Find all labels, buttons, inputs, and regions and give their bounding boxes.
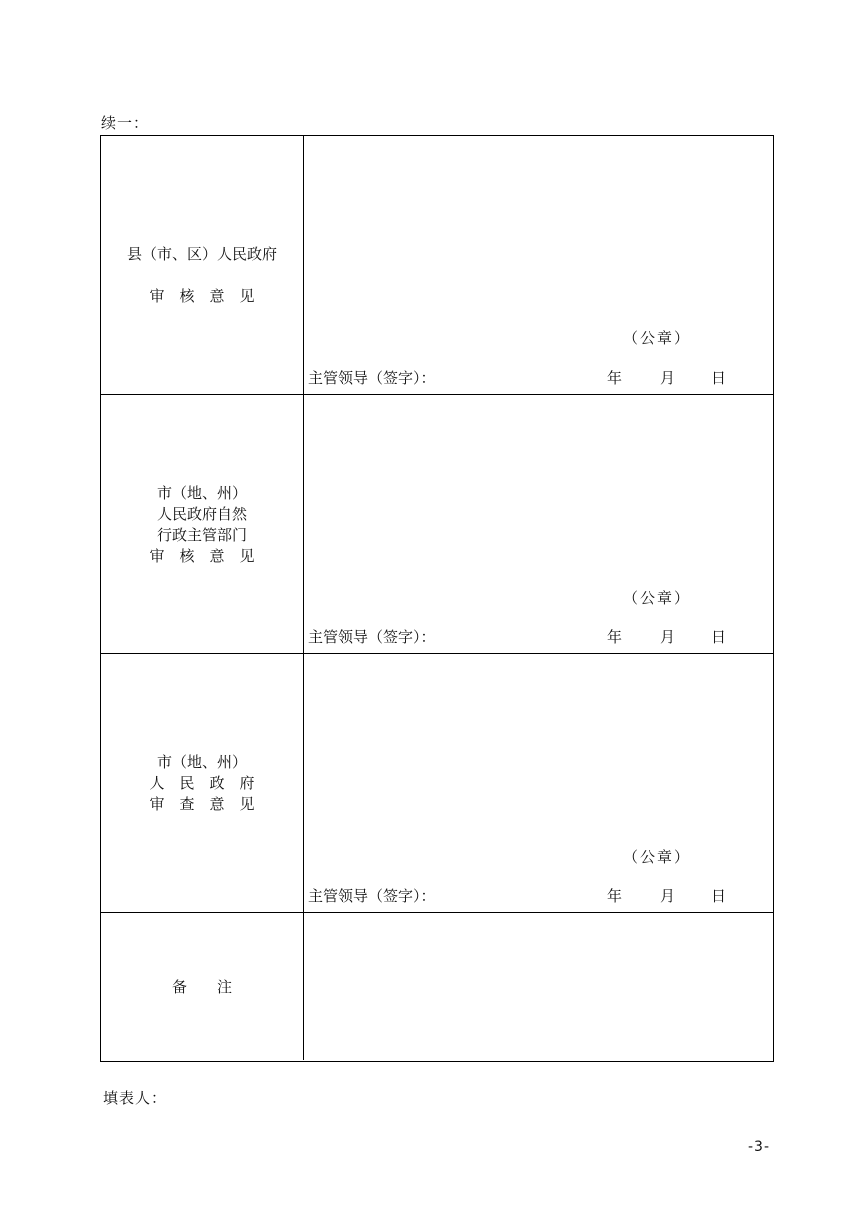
label-line: 审 核 意 见 xyxy=(149,547,255,565)
date-day-label: 日 xyxy=(711,369,727,387)
city-government-review-label xyxy=(101,752,303,815)
remarks-row xyxy=(101,912,773,1060)
label-line: 市（地、州） xyxy=(156,753,247,771)
label-line: 人民政府自然 xyxy=(156,505,247,523)
date-year-label: 年 xyxy=(607,887,623,905)
remarks-label-cell xyxy=(101,913,304,1060)
leader-signature-label: 主管领导（签字）： xyxy=(308,369,436,387)
city-government-review-label-cell xyxy=(101,654,304,912)
county-review-label xyxy=(101,233,303,317)
date-year-label: 年 xyxy=(607,628,623,646)
official-seal-label: （公章） xyxy=(623,329,692,347)
city-department-review-label-cell xyxy=(101,395,304,653)
leader-signature-label: 主管领导（签字）： xyxy=(308,887,436,905)
date-day-label: 日 xyxy=(711,628,727,646)
date-day-label: 日 xyxy=(711,887,727,905)
form-filler-label: 填表人： xyxy=(103,1089,168,1107)
city-department-review-row xyxy=(101,394,773,653)
date-month-label: 月 xyxy=(660,369,676,387)
city-department-review-label xyxy=(101,483,303,567)
city-department-opinion-cell[interactable] xyxy=(304,395,773,653)
label-line: 备 注 xyxy=(171,978,232,996)
county-review-row xyxy=(101,136,773,394)
label-line: 县（市、区）人民政府 xyxy=(126,245,277,263)
label-line: 审 核 意 见 xyxy=(149,287,255,305)
page-number: -3- xyxy=(748,1139,771,1155)
label-line: 审 查 意 见 xyxy=(149,795,255,813)
label-line: 市（地、州） xyxy=(156,484,247,502)
approval-form-table xyxy=(100,135,774,1062)
city-government-opinion-cell[interactable] xyxy=(304,654,773,912)
official-seal-label: （公章） xyxy=(623,589,692,607)
official-seal-label: （公章） xyxy=(623,848,692,866)
leader-signature-label: 主管领导（签字）： xyxy=(308,628,436,646)
label-line: 行政主管部门 xyxy=(156,526,247,544)
remarks-content-cell[interactable] xyxy=(304,913,773,1060)
date-month-label: 月 xyxy=(660,887,676,905)
continuation-label: 续一： xyxy=(101,114,150,132)
remarks-label xyxy=(101,977,303,998)
date-year-label: 年 xyxy=(607,369,623,387)
label-line: 人 民 政 府 xyxy=(149,774,255,792)
county-review-label-cell xyxy=(101,136,304,394)
county-review-opinion-cell[interactable] xyxy=(304,136,773,394)
date-month-label: 月 xyxy=(660,628,676,646)
city-government-review-row xyxy=(101,653,773,912)
